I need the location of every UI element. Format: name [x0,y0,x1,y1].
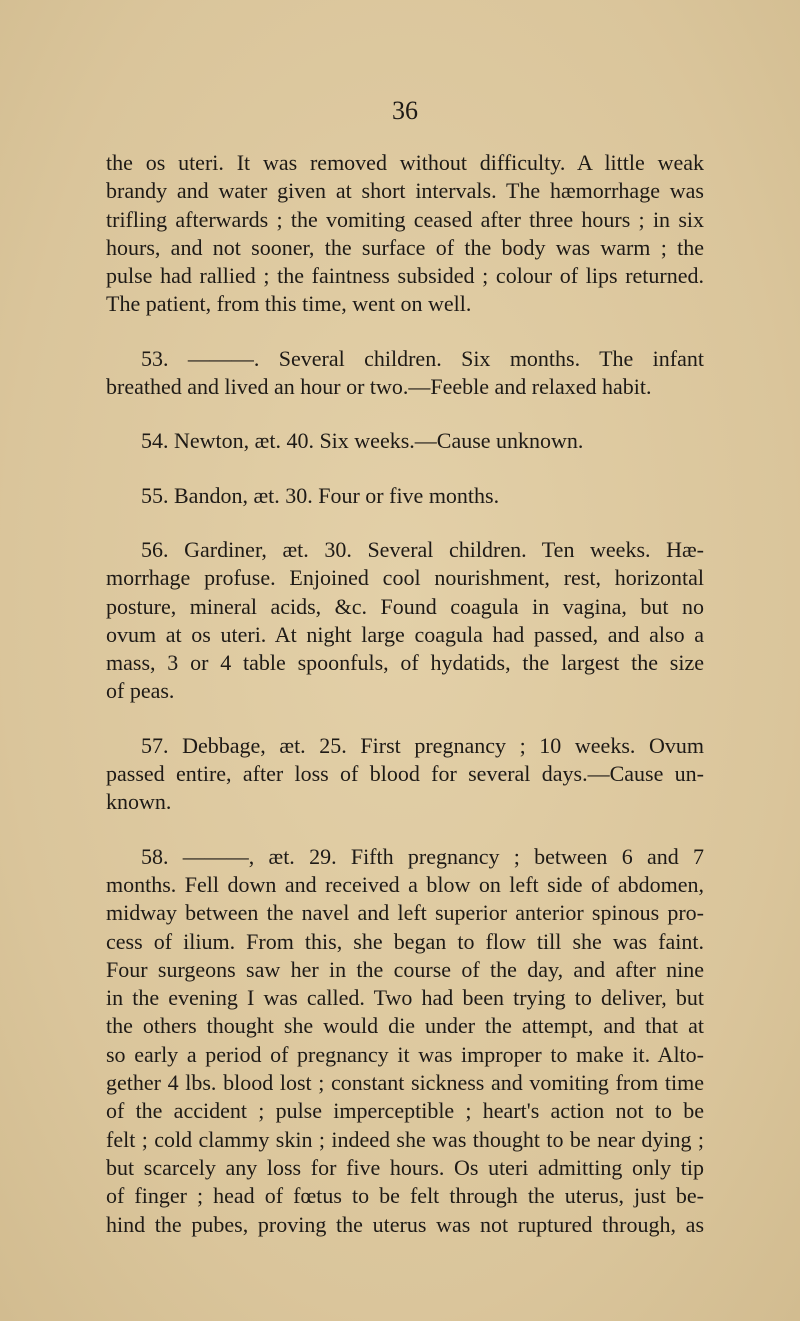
text-line: in the evening I was called. Two had been trying to deliver, but [106,985,704,1011]
text-line: 56. Gardiner, æt. 30. Several children. Ten weeks. Hæ- [141,536,704,562]
text-line: cess of ilium. From this, she began to flow till she was faint. [106,928,704,954]
text-line: mass, 3 or 4 table spoonfuls, of hydatids, the largest the size [106,650,704,676]
paragraph [106,149,704,319]
paragraph [106,732,704,817]
text-line: posture, mineral acids, &c. Found coagula in vagina, but no [106,593,704,619]
text-line: hours, and not sooner, the surface of the body was warm ; the [106,234,704,260]
text-line: passed entire, after loss of blood for several days.—Cause un- [106,761,704,787]
paragraph [106,345,704,402]
text-line: ovum at os uteri. At night large coagula had passed, and also a [106,621,704,647]
text-line: morrhage profuse. Enjoined cool nourishment, rest, horizontal [106,565,704,591]
paragraph [106,482,704,510]
text-line: breathed and lived an hour or two.—Feeble and relaxed habit. [106,374,652,400]
text-line: The patient, from this time, went on well. [106,291,472,317]
text-line: known. [106,789,172,815]
text-line: the os uteri. It was removed without difficulty. A little weak [106,150,704,175]
text-line: gether 4 lbs. blood lost ; constant sickness and vomiting from time [106,1070,704,1096]
text-line: 58. ———, æt. 29. Fifth pregnancy ; between 6 and 7 [141,843,704,869]
text-line: 54. Newton, æt. 40. Six weeks.—Cause unknown. [141,428,584,454]
page-number: 36 [392,96,418,125]
paragraph [106,427,704,455]
text-line: midway between the navel and left superior anterior spinous pro- [106,900,704,926]
body-text [106,149,704,1265]
text-line: Four surgeons saw her in the course of the day, and after nine [106,956,704,982]
text-line: hind the pubes, proving the uterus was not ruptured through, as [106,1211,704,1237]
text-line: months. Fell down and received a blow on left side of abdomen, [106,871,704,897]
text-line: but scarcely any loss for five hours. Os uteri admitting only tip [106,1154,704,1180]
paragraph [106,843,704,1239]
text-line: 53. ———. Several children. Six months. The infant [141,345,704,371]
text-line: 57. Debbage, æt. 25. First pregnancy ; 10 weeks. Ovum [141,732,704,758]
text-line: brandy and water given at short intervals. The hæmorrhage was [106,178,704,204]
text-line: of peas. [106,678,175,704]
text-line: 55. Bandon, æt. 30. Four or five months. [141,482,500,508]
text-line: trifling afterwards ; the vomiting ceased after three hours ; in six [106,206,704,232]
text-line: so early a period of pregnancy it was improper to make it. Alto- [106,1041,704,1067]
text-line: of finger ; head of fœtus to be felt through the uterus, just be- [106,1183,704,1209]
text-line: of the accident ; pulse imperceptible ; heart's action not to be [106,1098,704,1124]
text-line: felt ; cold clammy skin ; indeed she was thought to be near dying ; [106,1126,704,1152]
paragraph [106,536,704,706]
text-line: pulse had rallied ; the faintness subsided ; colour of lips returned. [106,263,704,289]
text-line: the others thought she would die under the attempt, and that at [106,1013,704,1039]
